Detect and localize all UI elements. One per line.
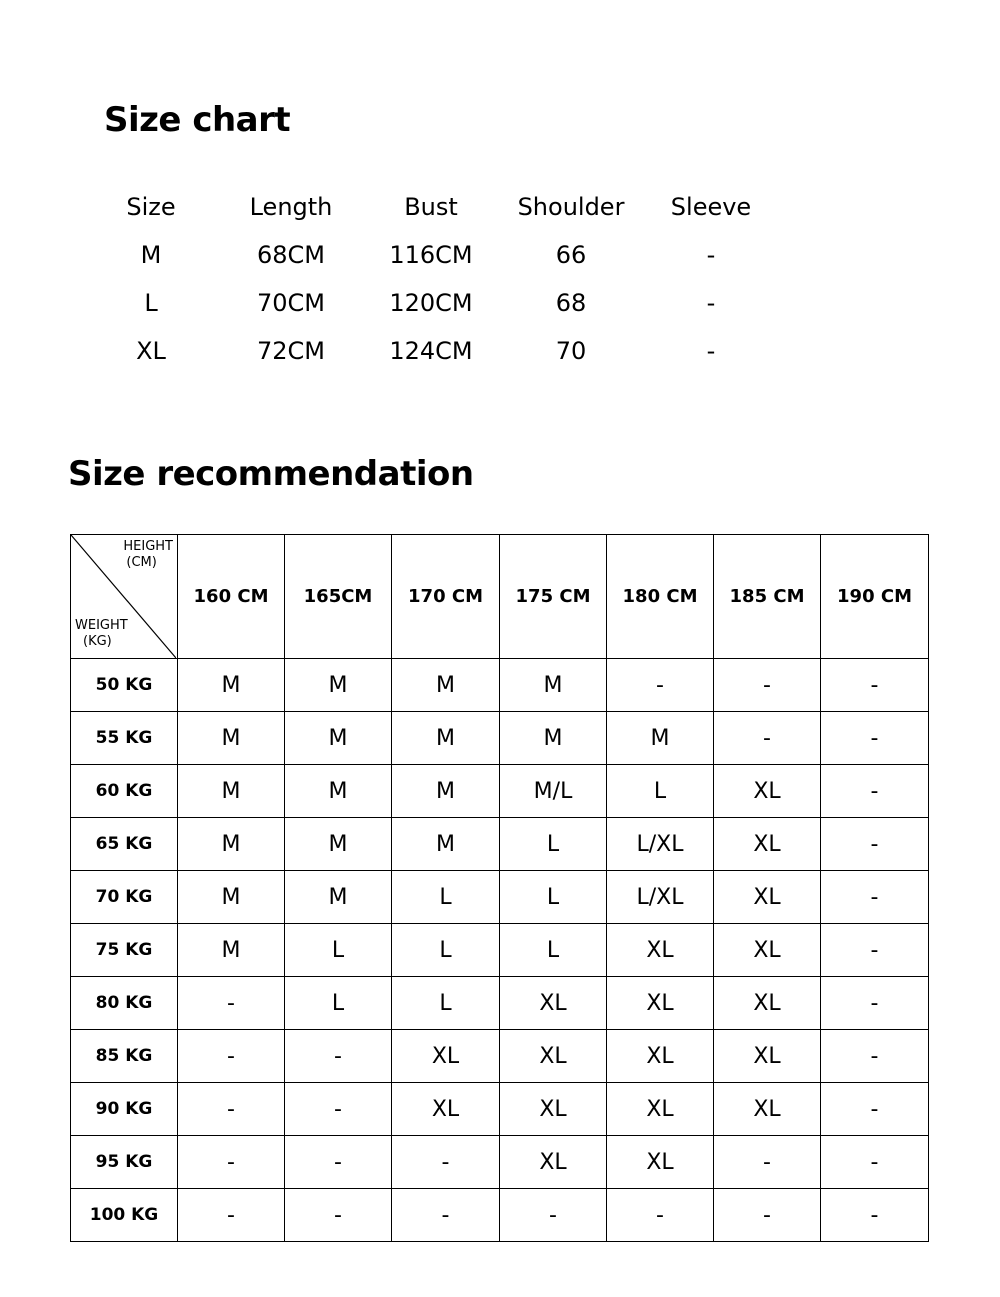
size-cell: L bbox=[500, 871, 607, 924]
size-chart-cell: - bbox=[706, 289, 716, 317]
size-chart-cell: 68CM bbox=[256, 241, 325, 269]
size-chart-cell: 116CM bbox=[389, 241, 473, 269]
size-cell: - bbox=[821, 818, 929, 871]
size-cell: - bbox=[821, 712, 929, 765]
size-chart-table bbox=[81, 183, 781, 375]
height-header-cell: 185 CM bbox=[714, 535, 821, 659]
weight-row-label: 60 KG bbox=[71, 765, 178, 818]
size-chart-header: Sleeve bbox=[670, 193, 752, 221]
size-cell: - bbox=[714, 1136, 821, 1189]
height-axis-label bbox=[123, 539, 173, 571]
size-cell: L bbox=[392, 977, 500, 1030]
size-cell: M bbox=[285, 818, 392, 871]
size-chart-cell: 72CM bbox=[256, 337, 325, 365]
size-cell: XL bbox=[500, 1083, 607, 1136]
size-cell: XL bbox=[392, 1083, 500, 1136]
table-row bbox=[71, 1189, 929, 1242]
height-header-cell: 170 CM bbox=[392, 535, 500, 659]
size-chart-cell: 70 bbox=[555, 337, 587, 365]
size-cell: L bbox=[392, 871, 500, 924]
size-cell: - bbox=[821, 977, 929, 1030]
size-chart-cell: 124CM bbox=[389, 337, 473, 365]
size-cell: M bbox=[285, 765, 392, 818]
weight-row-label: 85 KG bbox=[71, 1030, 178, 1083]
size-cell: - bbox=[821, 924, 929, 977]
size-cell: - bbox=[178, 977, 285, 1030]
size-cell: M bbox=[285, 712, 392, 765]
size-cell: M bbox=[178, 924, 285, 977]
height-header-cell: 180 CM bbox=[607, 535, 714, 659]
size-cell: L bbox=[392, 924, 500, 977]
size-chart-cell: M bbox=[140, 241, 162, 269]
size-cell: L bbox=[285, 924, 392, 977]
size-cell: XL bbox=[714, 871, 821, 924]
height-header-cell: 160 CM bbox=[178, 535, 285, 659]
size-recommendation-title: Size recommendation bbox=[68, 454, 474, 494]
size-chart-header: Bust bbox=[404, 193, 458, 221]
size-cell: - bbox=[821, 659, 929, 712]
weight-axis-label bbox=[75, 618, 128, 650]
size-chart-row bbox=[81, 279, 781, 327]
height-header-row bbox=[71, 535, 929, 659]
size-cell: M bbox=[285, 659, 392, 712]
table-row bbox=[71, 871, 929, 924]
table-row bbox=[71, 924, 929, 977]
height-unit-line: (CM) bbox=[126, 555, 157, 570]
size-cell: - bbox=[392, 1136, 500, 1189]
size-cell: XL bbox=[714, 1083, 821, 1136]
size-cell: XL bbox=[607, 1030, 714, 1083]
size-cell: - bbox=[285, 1136, 392, 1189]
size-cell: - bbox=[821, 1083, 929, 1136]
corner-cell bbox=[71, 535, 178, 659]
size-cell: - bbox=[821, 871, 929, 924]
size-cell: - bbox=[285, 1083, 392, 1136]
table-row bbox=[71, 977, 929, 1030]
size-chart-cell: 66 bbox=[555, 241, 587, 269]
size-cell: XL bbox=[714, 1030, 821, 1083]
size-cell: XL bbox=[607, 977, 714, 1030]
size-chart-row bbox=[81, 327, 781, 375]
size-cell: XL bbox=[607, 924, 714, 977]
size-cell: M bbox=[178, 871, 285, 924]
size-cell: XL bbox=[500, 1136, 607, 1189]
size-cell: XL bbox=[714, 977, 821, 1030]
weight-label-line: WEIGHT bbox=[75, 618, 128, 633]
size-chart-header: Length bbox=[249, 193, 333, 221]
size-chart-header: Size bbox=[126, 193, 176, 221]
size-cell: - bbox=[607, 1189, 714, 1242]
size-chart-cell: 120CM bbox=[389, 289, 473, 317]
size-chart-cell: - bbox=[706, 241, 716, 269]
weight-unit-line: (KG) bbox=[83, 634, 112, 649]
size-cell: - bbox=[821, 1189, 929, 1242]
weight-row-label: 50 KG bbox=[71, 659, 178, 712]
size-chart-cell: L bbox=[144, 289, 158, 317]
weight-row-label: 95 KG bbox=[71, 1136, 178, 1189]
weight-row-label: 90 KG bbox=[71, 1083, 178, 1136]
size-cell: M bbox=[392, 818, 500, 871]
size-cell: L bbox=[500, 818, 607, 871]
size-chart-cell: 68 bbox=[555, 289, 587, 317]
size-cell: M bbox=[392, 712, 500, 765]
size-cell: - bbox=[821, 1030, 929, 1083]
size-cell: M bbox=[392, 765, 500, 818]
size-cell: - bbox=[500, 1189, 607, 1242]
size-chart-cell: XL bbox=[136, 337, 166, 365]
size-chart-cell: - bbox=[706, 337, 716, 365]
size-cell: M bbox=[607, 712, 714, 765]
size-cell: XL bbox=[607, 1136, 714, 1189]
size-cell: M bbox=[178, 818, 285, 871]
size-cell: L bbox=[285, 977, 392, 1030]
size-cell: XL bbox=[607, 1083, 714, 1136]
size-cell: L/XL bbox=[607, 871, 714, 924]
size-cell: - bbox=[285, 1030, 392, 1083]
weight-row-label: 80 KG bbox=[71, 977, 178, 1030]
size-cell: L/XL bbox=[607, 818, 714, 871]
size-cell: M bbox=[178, 765, 285, 818]
size-cell: - bbox=[178, 1136, 285, 1189]
size-cell: L bbox=[500, 924, 607, 977]
table-row bbox=[71, 818, 929, 871]
table-row bbox=[71, 1030, 929, 1083]
weight-row-label: 55 KG bbox=[71, 712, 178, 765]
size-cell: - bbox=[178, 1030, 285, 1083]
size-cell: - bbox=[821, 765, 929, 818]
size-cell: XL bbox=[392, 1030, 500, 1083]
table-row bbox=[71, 1083, 929, 1136]
size-cell: XL bbox=[714, 818, 821, 871]
size-chart-title: Size chart bbox=[104, 100, 291, 140]
height-label-line: HEIGHT bbox=[123, 539, 173, 554]
height-header-cell: 175 CM bbox=[500, 535, 607, 659]
size-cell: - bbox=[285, 1189, 392, 1242]
size-chart-cell: 70CM bbox=[256, 289, 325, 317]
size-cell: L bbox=[607, 765, 714, 818]
size-cell: XL bbox=[714, 924, 821, 977]
size-cell: XL bbox=[500, 977, 607, 1030]
size-chart-row bbox=[81, 231, 781, 279]
size-cell: M bbox=[178, 659, 285, 712]
size-cell: - bbox=[714, 1189, 821, 1242]
height-header-cell: 190 CM bbox=[821, 535, 929, 659]
size-cell: - bbox=[392, 1189, 500, 1242]
size-cell: - bbox=[821, 1136, 929, 1189]
size-chart-header-row bbox=[81, 183, 781, 231]
corner-header bbox=[71, 535, 176, 658]
size-cell: - bbox=[178, 1083, 285, 1136]
size-cell: - bbox=[178, 1189, 285, 1242]
size-cell: - bbox=[714, 659, 821, 712]
size-cell: M bbox=[500, 659, 607, 712]
weight-row-label: 70 KG bbox=[71, 871, 178, 924]
size-cell: XL bbox=[714, 765, 821, 818]
size-cell: M/L bbox=[500, 765, 607, 818]
size-cell: M bbox=[500, 712, 607, 765]
table-row bbox=[71, 659, 929, 712]
size-cell: - bbox=[714, 712, 821, 765]
size-cell: M bbox=[285, 871, 392, 924]
size-cell: - bbox=[607, 659, 714, 712]
table-row bbox=[71, 712, 929, 765]
weight-row-label: 65 KG bbox=[71, 818, 178, 871]
table-row bbox=[71, 765, 929, 818]
size-cell: XL bbox=[500, 1030, 607, 1083]
height-header-cell: 165CM bbox=[285, 535, 392, 659]
size-chart-header: Shoulder bbox=[517, 193, 625, 221]
weight-row-label: 100 KG bbox=[71, 1189, 178, 1242]
table-row bbox=[71, 1136, 929, 1189]
size-recommendation-table bbox=[70, 534, 929, 1242]
weight-row-label: 75 KG bbox=[71, 924, 178, 977]
size-cell: M bbox=[178, 712, 285, 765]
size-cell: M bbox=[392, 659, 500, 712]
